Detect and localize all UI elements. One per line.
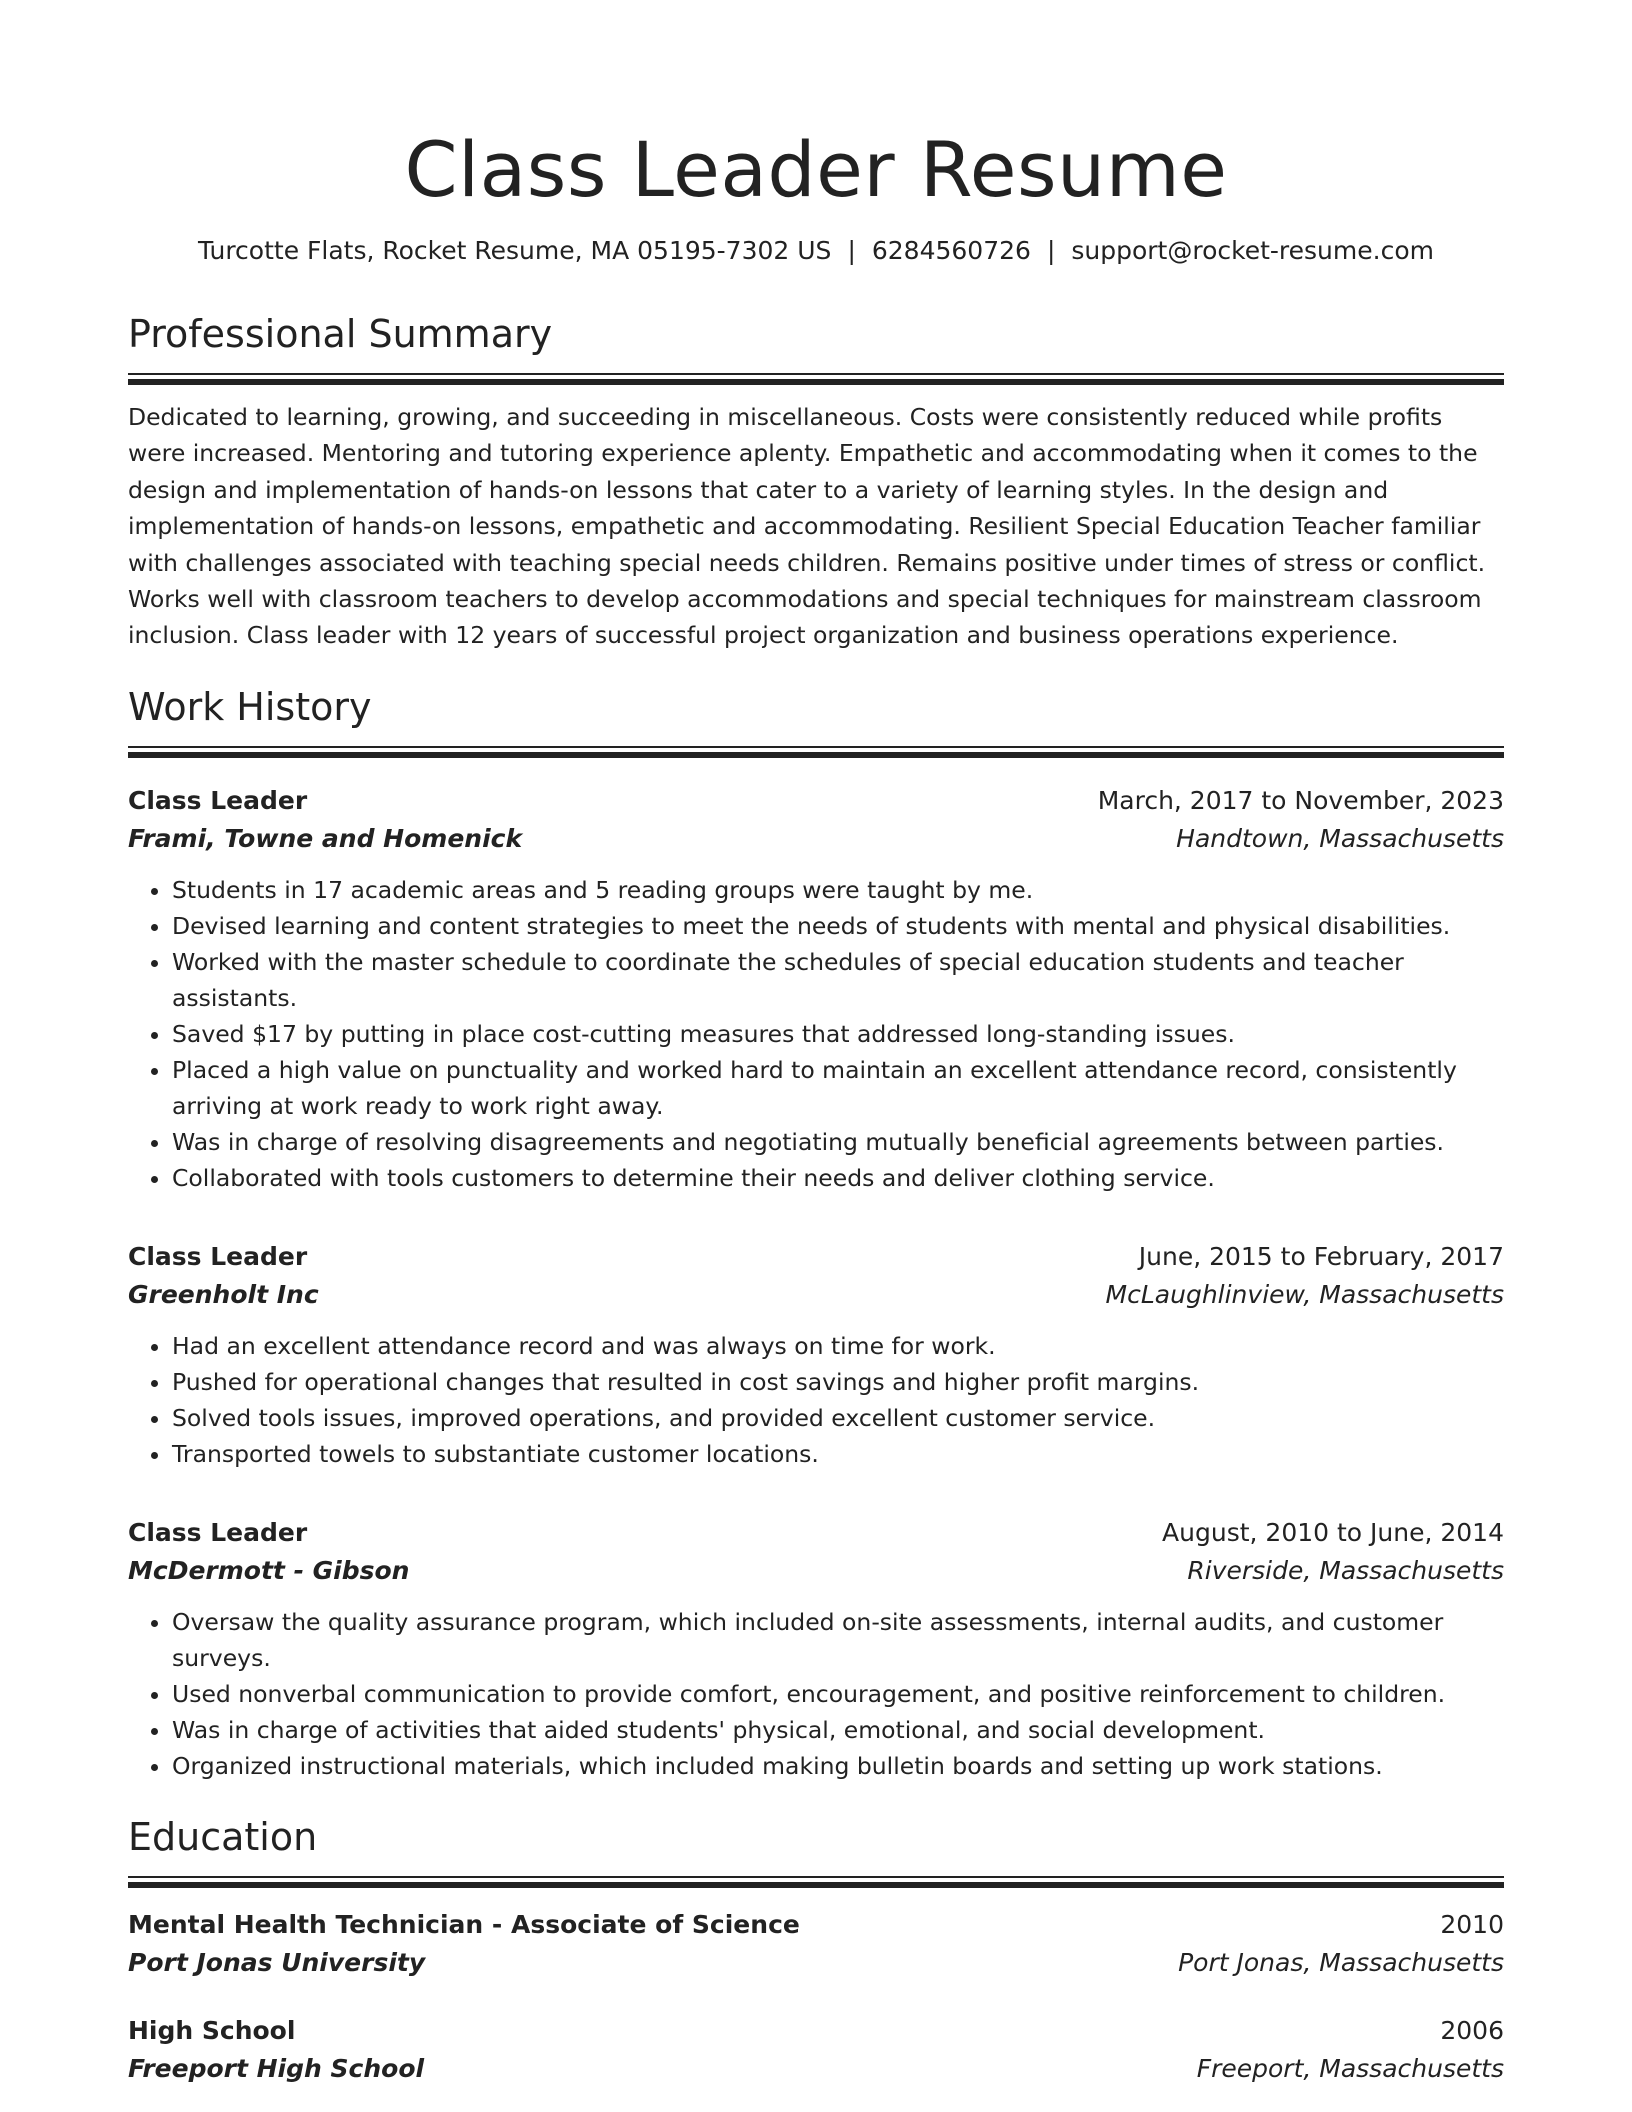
contact-line <box>128 233 1504 269</box>
school-name: Freeport High School <box>128 2053 425 2083</box>
section-divider <box>128 373 1504 385</box>
job-dates: June, 2015 to February, 2017 <box>1138 1241 1504 1271</box>
job-duty: • Students in 17 academic areas and 5 reading groups were taught by me. <box>172 872 1504 908</box>
job-duty: • Organized instructional materials, which included making bulletin boards and setting up work stations. <box>172 1748 1504 1784</box>
job-duty: • Solved tools issues, improved operations, and provided excellent customer service. <box>172 1400 1504 1436</box>
job-duties-list <box>128 872 1504 1196</box>
graduation-year: 2006 <box>1440 2015 1504 2045</box>
contact-address: Turcotte Flats, Rocket Resume, MA 05195-7302 US <box>198 236 832 265</box>
job-location: Handtown, Massachusetts <box>1176 823 1504 853</box>
job-entry <box>128 782 1504 1196</box>
job-dates: August, 2010 to June, 2014 <box>1162 1517 1504 1547</box>
job-duty: • Used nonverbal communication to provide comfort, encouragement, and positive reinforcement to children. <box>172 1676 1504 1712</box>
job-duty: • Transported towels to substantiate customer locations. <box>172 1436 1504 1472</box>
employer-name: McDermott - Gibson <box>128 1555 410 1585</box>
section-divider <box>128 1876 1504 1888</box>
degree-name: Mental Health Technician - Associate of Science <box>128 1909 800 1939</box>
job-title: Class Leader <box>128 1517 308 1547</box>
contact-separator: | <box>847 236 856 265</box>
job-dates: March, 2017 to November, 2023 <box>1097 785 1504 815</box>
summary-text: Dedicated to learning, growing, and succeeding in miscellaneous. Costs were consistently reduced while profits were increased. Mentoring and tutoring experience aplenty. Empathetic and accommodating when it comes to the design and implementation of hands-on lessons that cater to a variety of learning styles. In the design and implementation of hands-on lessons, empathetic and accommodating. Resilient Special Education Teacher familiar with challenges associated with teaching special needs children. Remains positive under times of stress or conflict. Works well with classroom teachers to develop accommodations and special techniques for mainstream classroom inclusion. Class leader with 12 years of successful project organization and business operations experience. <box>128 403 1486 650</box>
job-duty: • Oversaw the quality assurance program, which included on-site assessments, internal audits, and customer surveys. <box>172 1604 1504 1676</box>
section-title-work-history: Work History <box>128 684 372 729</box>
job-duty: • Was in charge of activities that aided students' physical, emotional, and social development. <box>172 1712 1504 1748</box>
job-location: Riverside, Massachusetts <box>1187 1555 1504 1585</box>
job-duty: • Collaborated with tools customers to determine their needs and deliver clothing service. <box>172 1160 1504 1196</box>
job-entry <box>128 1514 1504 1784</box>
job-location: McLaughlinview, Massachusetts <box>1105 1279 1504 1309</box>
school-location: Port Jonas, Massachusetts <box>1178 1947 1504 1977</box>
school-location: Freeport, Massachusetts <box>1196 2053 1504 2083</box>
section-divider <box>128 746 1504 758</box>
contact-phone: 6284560726 <box>871 236 1031 265</box>
job-title: Class Leader <box>128 1241 308 1271</box>
education-entry <box>128 2012 1504 2088</box>
graduation-year: 2010 <box>1440 1909 1504 1939</box>
degree-name: High School <box>128 2015 296 2045</box>
section-title-education: Education <box>128 1814 318 1859</box>
section-title-summary: Professional Summary <box>128 312 553 356</box>
job-duty: • Placed a high value on punctuality and worked hard to maintain an excellent attendance record, consistently arriving at work ready to work right away. <box>172 1052 1504 1124</box>
education-entry <box>128 1906 1504 1982</box>
job-entry <box>128 1238 1504 1472</box>
education-section <box>128 1812 1504 2088</box>
job-duties-list <box>128 1328 1504 1472</box>
job-duty: • Pushed for operational changes that resulted in cost savings and higher profit margins. <box>172 1364 1504 1400</box>
contact-separator: | <box>1046 236 1056 265</box>
job-duty: • Had an excellent attendance record and was always on time for work. <box>172 1328 1504 1364</box>
job-duty: • Saved $17 by putting in place cost-cutting measures that addressed long-standing issues. <box>172 1016 1504 1052</box>
work-history-section <box>128 682 1504 1784</box>
job-duties-list <box>128 1604 1504 1784</box>
contact-email[interactable]: support@rocket-resume.com <box>1071 236 1434 265</box>
employer-name: Frami, Towne and Homenick <box>128 823 523 853</box>
job-duty: • Was in charge of resolving disagreements and negotiating mutually beneficial agreements between parties. <box>172 1124 1504 1160</box>
job-duty: • Devised learning and content strategies to meet the needs of students with mental and physical disabilities. <box>172 908 1504 944</box>
job-title: Class Leader <box>128 785 308 815</box>
employer-name: Greenholt Inc <box>128 1279 319 1309</box>
resume-title: Class Leader Resume <box>404 125 1228 214</box>
job-duty: • Worked with the master schedule to coordinate the schedules of special education students and teacher assistants. <box>172 944 1504 1016</box>
summary-section <box>128 309 1504 654</box>
school-name: Port Jonas University <box>128 1947 426 1977</box>
